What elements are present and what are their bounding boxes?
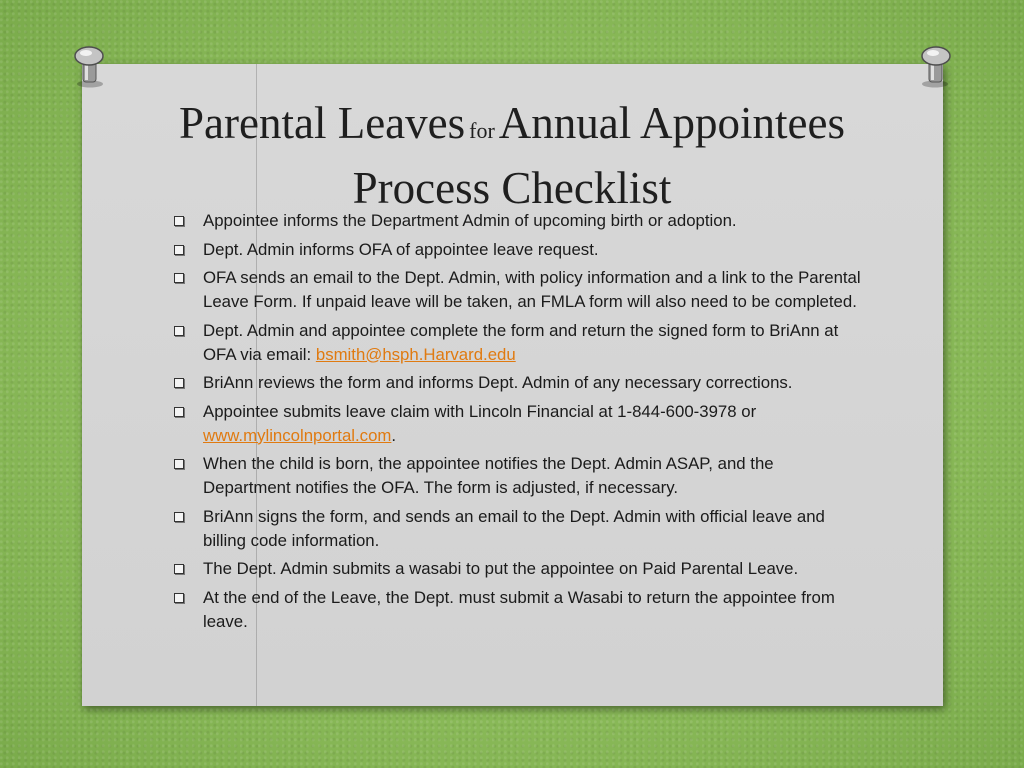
checkbox-bullet-icon xyxy=(174,407,184,417)
item-text: When the child is born, the appointee notifies the Dept. Admin ASAP, and the Department notifies the OFA. The form is adjusted, if necessary. xyxy=(203,454,774,497)
checkbox-bullet-icon xyxy=(174,593,184,603)
title-part-2: Annual Appointees xyxy=(498,98,845,148)
item-text: Dept. Admin and appointee complete the form and return the signed form to BriAnn at OFA via email: xyxy=(203,320,839,364)
pushpin-icon xyxy=(68,40,110,88)
item-text-after: . xyxy=(391,425,397,445)
checklist xyxy=(172,209,862,638)
list-item xyxy=(172,319,862,367)
checkbox-bullet-icon xyxy=(174,273,184,283)
checkbox-bullet-icon xyxy=(174,326,184,336)
list-item xyxy=(172,371,862,395)
checkbox-bullet-icon xyxy=(174,378,184,388)
item-text: At the end of the Leave, the Dept. must submit a Wasabi to return the appointee from leave. xyxy=(203,587,835,631)
item-text: BriAnn reviews the form and informs Dept. Admin of any necessary corrections. xyxy=(203,373,793,392)
item-text: OFA sends an email to the Dept. Admin, with policy information and a link to the Parental Leave Form. If unpaid leave will be taken, an FMLA form will also need to be completed. xyxy=(203,268,861,311)
checkbox-bullet-icon xyxy=(174,459,184,469)
list-item xyxy=(172,557,862,581)
title-line-1 xyxy=(0,96,1024,161)
pushpin-icon xyxy=(915,40,957,88)
checkbox-bullet-icon xyxy=(174,245,184,255)
list-item xyxy=(172,586,862,634)
list-item xyxy=(172,400,862,448)
list-item xyxy=(172,238,862,262)
item-text: Appointee submits leave claim with Lincoln Financial at 1-844-600-3978 or xyxy=(203,401,757,421)
checkbox-bullet-icon xyxy=(174,564,184,574)
list-item xyxy=(172,505,862,553)
title-part-1: Parental Leaves xyxy=(179,98,466,148)
title-line-2: Process Checklist xyxy=(352,163,672,213)
slide-title xyxy=(0,96,1024,215)
item-text: The Dept. Admin submits a wasabi to put the appointee on Paid Parental Leave. xyxy=(203,559,799,578)
checkbox-bullet-icon xyxy=(174,512,184,522)
title-connector: for xyxy=(469,118,495,143)
item-text: Dept. Admin informs OFA of appointee leave request. xyxy=(203,239,599,259)
item-text: BriAnn signs the form, and sends an email to the Dept. Admin with official leave and billing code information. xyxy=(203,506,825,550)
portal-link[interactable]: www.mylincolnportal.com xyxy=(203,425,392,445)
checkbox-bullet-icon xyxy=(174,216,184,226)
list-item xyxy=(172,266,862,314)
item-text: Appointee informs the Department Admin of upcoming birth or adoption. xyxy=(203,211,737,230)
email-link[interactable]: bsmith@hsph.Harvard.edu xyxy=(315,344,516,364)
list-item xyxy=(172,452,862,500)
list-item xyxy=(172,209,862,233)
